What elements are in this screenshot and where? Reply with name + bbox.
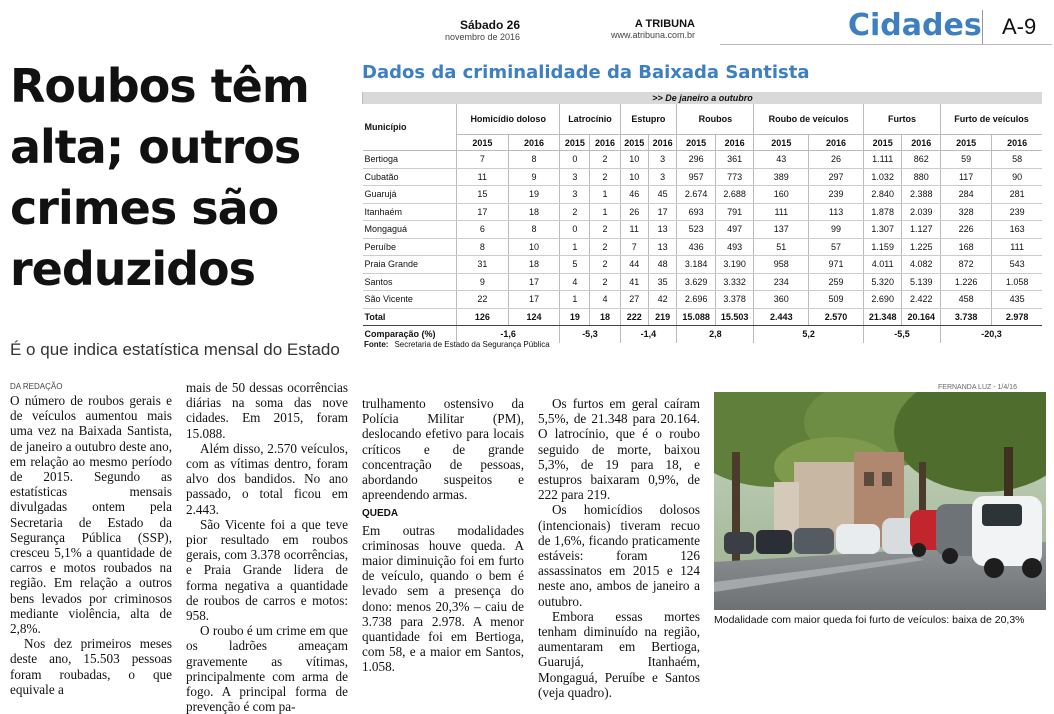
table-cell: 234 <box>754 273 809 291</box>
table-cell: 26 <box>809 151 864 169</box>
row-label: São Vicente <box>363 291 457 309</box>
row-label: Mongaguá <box>363 221 457 239</box>
table-cell: 45 <box>648 186 676 204</box>
page-number: A-9 <box>1002 14 1037 39</box>
table-cell: 27 <box>620 291 648 309</box>
row-label: Comparação (%) <box>364 329 436 340</box>
table-cell: 3.629 <box>677 273 716 291</box>
table-cell: 1 <box>590 203 620 221</box>
column-header-crime: Furtos <box>863 104 940 135</box>
paragraph: Nos dez primeiros meses deste ano, 15.503 pessoas foram roubadas, o que equivale a <box>10 636 172 697</box>
table-cell: 1 <box>590 186 620 204</box>
table-cell: 2 <box>590 256 620 274</box>
paragraph: Os furtos em geral caíram 5,5%, de 21.348 para 20.164. O latrocínio, que é o roubo seguido de morte, baixou 5,3%, de 19 para 18, e estupros baixaram 0,9%, de 222 para 219. <box>538 396 700 503</box>
table-cell: 22 <box>457 291 509 309</box>
table-cell: 99 <box>809 221 864 239</box>
table-cell: 693 <box>677 203 716 221</box>
column-header-year: 2016 <box>992 135 1042 151</box>
table-cell: 3 <box>648 151 676 169</box>
section-title: Cidades <box>848 8 982 43</box>
table-cell: 2,8 <box>677 326 754 343</box>
table-row <box>363 168 1043 186</box>
column-header-year: 2015 <box>620 135 648 151</box>
table-cell: 2 <box>590 168 620 186</box>
paragraph: trulhamento ostensivo da Polícia Militar (PM), deslocando efetivo para locais críticos e de grande concentração de pessoas, abordando suspeitos e apreendendo armas. <box>362 396 524 503</box>
table-cell: 17 <box>457 203 509 221</box>
table-cell: 3.378 <box>715 291 754 309</box>
headline-line: alta; outros <box>10 120 301 174</box>
table-cell: 435 <box>992 291 1042 309</box>
table-cell: 2.570 <box>809 308 864 326</box>
table-cell: 219 <box>648 308 676 326</box>
publication-name: A TRIBUNA <box>634 18 695 30</box>
headline-line: reduzidos <box>10 242 256 296</box>
table-cell: 18 <box>508 256 560 274</box>
table-cell: 9 <box>508 168 560 186</box>
table-cell: 19 <box>560 308 590 326</box>
article-column-1 <box>10 393 172 697</box>
table-cell: 971 <box>809 256 864 274</box>
crime-table <box>362 92 1042 343</box>
table-cell: 239 <box>992 203 1042 221</box>
table-cell: 4.082 <box>902 256 941 274</box>
column-header-year: 2015 <box>941 135 992 151</box>
paragraph: Embora essas mortes tenham diminuído na região, aumentaram em Bertioga, Guarujá, Itanhaém, Mongaguá, Peruíbe e Santos (veja quadro). <box>538 608 700 700</box>
table-cell: 17 <box>648 203 676 221</box>
table-cell: 2.696 <box>677 291 716 309</box>
table-cell: 360 <box>754 291 809 309</box>
table-cell: 1.127 <box>902 221 941 239</box>
table-cell: 10 <box>508 238 560 256</box>
column-header-year: 2016 <box>590 135 620 151</box>
table-cell: 51 <box>754 238 809 256</box>
table-cell: 2 <box>560 203 590 221</box>
street-photo <box>714 392 1046 610</box>
row-label: Bertioga <box>363 151 457 169</box>
table-cell: 41 <box>620 273 648 291</box>
table-cell: -5,5 <box>863 326 940 343</box>
paragraph: Os homicídios dolosos (intencionais) tiveram recuo de 1,6%, ficando praticamente estáveis: foram 126 assassinatos em 2015 e 124 neste ano, ambos de janeiro a outubro. <box>538 502 700 609</box>
table-cell: 862 <box>902 151 941 169</box>
table-cell: -1,4 <box>620 326 677 343</box>
table-cell: -20,3 <box>941 326 1042 343</box>
table-cell: 2 <box>590 273 620 291</box>
table-cell: 493 <box>715 238 754 256</box>
table-cell: 43 <box>754 151 809 169</box>
column-header-year: 2015 <box>677 135 716 151</box>
table-cell: 6 <box>457 221 509 239</box>
table-cell: 126 <box>457 308 509 326</box>
table-row <box>363 273 1043 291</box>
table-cell: 46 <box>620 186 648 204</box>
table-row <box>363 238 1043 256</box>
table-cell: 111 <box>754 203 809 221</box>
table-cell: 2.388 <box>902 186 941 204</box>
table-cell: 5.320 <box>863 273 902 291</box>
table-cell: 509 <box>809 291 864 309</box>
headline-line: crimes são <box>10 181 279 235</box>
photo-credit: FERNANDA LUZ - 1/4/16 <box>938 384 1017 391</box>
column-header-crime: Furto de veículos <box>941 104 1042 135</box>
table-row <box>363 186 1043 204</box>
table-cell: 1.307 <box>863 221 902 239</box>
table-row <box>363 308 1043 326</box>
table-cell: 3 <box>560 168 590 186</box>
column-header-year: 2016 <box>809 135 864 151</box>
table-cell: 4 <box>560 273 590 291</box>
paragraph: O roubo é um crime em que os ladrões ameaçam gravemente as vítimas, principalmente com arma de fogo. A principal forma de prevenção é com pa- <box>186 623 348 714</box>
headline <box>10 56 350 300</box>
row-label: Peruíbe <box>363 238 457 256</box>
table-cell: 328 <box>941 203 992 221</box>
subheadline: É o que indica estatística mensal do Estado <box>10 340 340 359</box>
table-cell: 2 <box>590 151 620 169</box>
table-cell: 2.039 <box>902 203 941 221</box>
table-row <box>363 291 1043 309</box>
table-cell: 5,2 <box>754 326 863 343</box>
table-row <box>363 151 1043 169</box>
table-cell: 58 <box>992 151 1042 169</box>
street-photo-illustration <box>714 392 1046 610</box>
table-cell: 31 <box>457 256 509 274</box>
table-cell: 44 <box>620 256 648 274</box>
table-cell: 222 <box>620 308 648 326</box>
edition-date <box>440 18 520 42</box>
table-cell: 10 <box>620 168 648 186</box>
table-cell: 5.139 <box>902 273 941 291</box>
table-cell: 13 <box>648 238 676 256</box>
table-cell: 296 <box>677 151 716 169</box>
table-cell: 2.690 <box>863 291 902 309</box>
table-cell: 59 <box>941 151 992 169</box>
table-cell: 281 <box>992 186 1042 204</box>
table-cell: 35 <box>648 273 676 291</box>
table-cell: 2.422 <box>902 291 941 309</box>
column-header-year: 2016 <box>648 135 676 151</box>
byline: DA REDAÇÃO <box>10 382 63 391</box>
table-cell: 0 <box>560 221 590 239</box>
row-label: Praia Grande <box>363 256 457 274</box>
column-header-crime: Homicídio doloso <box>457 104 560 135</box>
article-column-2 <box>186 380 348 714</box>
source-text: Secretaria de Estado da Segurança Pública <box>394 340 550 349</box>
table-cell: 2.674 <box>677 186 716 204</box>
table-cell: 113 <box>809 203 864 221</box>
table-cell: 160 <box>754 186 809 204</box>
table-cell: 0 <box>560 151 590 169</box>
table-cell: 957 <box>677 168 716 186</box>
table-cell: 3.190 <box>715 256 754 274</box>
table-cell: 259 <box>809 273 864 291</box>
table-cell: 1 <box>560 291 590 309</box>
table-cell: 1.032 <box>863 168 902 186</box>
edition-month: novembro de 2016 <box>444 32 520 42</box>
table-cell: 872 <box>941 256 992 274</box>
row-label: Total <box>363 308 457 326</box>
table-cell: 18 <box>590 308 620 326</box>
table-cell: 15 <box>457 186 509 204</box>
table-cell: 3 <box>648 168 676 186</box>
header-rule <box>720 44 1052 45</box>
table-cell: 458 <box>941 291 992 309</box>
table-cell: 2.688 <box>715 186 754 204</box>
row-label: Guarujá <box>363 186 457 204</box>
table-cell: 7 <box>457 151 509 169</box>
row-label: Santos <box>363 273 457 291</box>
table-cell: 297 <box>809 168 864 186</box>
table-cell: 2 <box>590 221 620 239</box>
table-cell: 137 <box>754 221 809 239</box>
source-label: Fonte: <box>364 340 389 349</box>
table-cell: 1.878 <box>863 203 902 221</box>
table-cell: 11 <box>620 221 648 239</box>
column-header-year: 2016 <box>508 135 560 151</box>
column-header-crime: Roubos <box>677 104 754 135</box>
table-cell: 389 <box>754 168 809 186</box>
column-header-year: 2016 <box>902 135 941 151</box>
column-header-crime: Estupro <box>620 104 677 135</box>
table-cell: 1.159 <box>863 238 902 256</box>
table-row <box>363 256 1043 274</box>
column-header-year: 2015 <box>754 135 809 151</box>
table-cell: 226 <box>941 221 992 239</box>
table-cell: 958 <box>754 256 809 274</box>
table-cell: 10 <box>620 151 648 169</box>
column-header-year: 2015 <box>863 135 902 151</box>
table-cell: 523 <box>677 221 716 239</box>
table-cell: 543 <box>992 256 1042 274</box>
table-cell: 791 <box>715 203 754 221</box>
table-cell: 57 <box>809 238 864 256</box>
table-source <box>364 340 550 349</box>
table-cell: 11 <box>457 168 509 186</box>
table-title: Dados da criminalidade da Baixada Santista <box>362 62 810 83</box>
table-cell: -1,6 <box>457 326 560 343</box>
table-cell: 2.978 <box>992 308 1042 326</box>
row-label: Itanhaém <box>363 203 457 221</box>
paragraph: Além disso, 2.570 veículos, com as vítimas dentro, foram alvo dos bandidos. No ano passado, o total ficou em 2.443. <box>186 440 348 517</box>
table-cell: 42 <box>648 291 676 309</box>
table-cell: 48 <box>648 256 676 274</box>
table-cell: 163 <box>992 221 1042 239</box>
header-divider <box>982 10 983 44</box>
table-cell: 4 <box>590 291 620 309</box>
table-cell: 1.226 <box>941 273 992 291</box>
table-cell: 13 <box>648 221 676 239</box>
publication-website: www.atribuna.com.br <box>610 30 695 40</box>
article-column-4 <box>538 396 700 700</box>
table-cell: 168 <box>941 238 992 256</box>
table-cell: 1.058 <box>992 273 1042 291</box>
table-cell: 497 <box>715 221 754 239</box>
column-header-year: 2015 <box>560 135 590 151</box>
intertitle: QUEDA <box>362 508 399 520</box>
table-cell: 21.348 <box>863 308 902 326</box>
table-cell: 773 <box>715 168 754 186</box>
column-header-municipio: Município <box>363 104 457 151</box>
table-cell: 2.443 <box>754 308 809 326</box>
table-cell: 284 <box>941 186 992 204</box>
table-cell: 1.111 <box>863 151 902 169</box>
table-cell: 124 <box>508 308 560 326</box>
table-cell: 111 <box>992 238 1042 256</box>
column-header-crime: Latrocínio <box>560 104 620 135</box>
photo-caption: Modalidade com maior queda foi furto de veículos: baixa de 20,3% <box>714 614 1025 626</box>
table-cell: 3.738 <box>941 308 992 326</box>
table-cell: 239 <box>809 186 864 204</box>
article-column-3 <box>362 396 524 675</box>
table-cell: 4.011 <box>863 256 902 274</box>
table-cell: 17 <box>508 273 560 291</box>
table-cell: 436 <box>677 238 716 256</box>
table-cell: 7 <box>620 238 648 256</box>
paragraph: São Vicente foi a que teve pior resultado em roubos gerais, com 3.378 ocorrências, e Praia Grande lidera de forma negativa a quantidade de roubos de carros e motos: 958. <box>186 516 348 624</box>
column-header-crime: Roubo de veículos <box>754 104 863 135</box>
table-cell: 8 <box>457 238 509 256</box>
paragraph: mais de 50 dessas ocorrências diárias na soma das nove cidades. Em 2015, foram 15.088. <box>186 380 348 441</box>
table-period: >> De janeiro a outubro <box>363 92 1043 104</box>
table-cell: 3.184 <box>677 256 716 274</box>
column-header-year: 2015 <box>457 135 509 151</box>
table-cell: 880 <box>902 168 941 186</box>
table-cell: 19 <box>508 186 560 204</box>
table-cell: 3.332 <box>715 273 754 291</box>
table-row <box>363 221 1043 239</box>
table-cell: 9 <box>457 273 509 291</box>
table-row <box>363 203 1043 221</box>
table-cell: 8 <box>508 221 560 239</box>
table-cell: 15.503 <box>715 308 754 326</box>
table-cell: 90 <box>992 168 1042 186</box>
row-label: Cubatão <box>363 168 457 186</box>
paragraph: Em outras modalidades criminosas houve queda. A maior diminuição foi em furto de veículo, quando o bem é levado sem a presença do dono: menos 20,3% – caiu de 3.738 para 2.978. A menor quantidade foi em Bertioga, com 58, e a maior em Santos, 1.058. <box>362 522 524 675</box>
edition-day: Sábado 26 <box>459 18 520 32</box>
headline-line: Roubos têm <box>10 59 309 113</box>
table-cell: 5 <box>560 256 590 274</box>
table-cell: 361 <box>715 151 754 169</box>
table-cell: 2.840 <box>863 186 902 204</box>
table-cell: -5,3 <box>560 326 620 343</box>
table-cell: 1 <box>560 238 590 256</box>
publication-info <box>600 18 695 40</box>
table-cell: 1.225 <box>902 238 941 256</box>
table-cell: 117 <box>941 168 992 186</box>
table-cell: 8 <box>508 151 560 169</box>
column-header-year: 2016 <box>715 135 754 151</box>
table-cell: 17 <box>508 291 560 309</box>
table-cell: 26 <box>620 203 648 221</box>
table-cell: 18 <box>508 203 560 221</box>
table-cell: 3 <box>560 186 590 204</box>
table-cell: 15.088 <box>677 308 716 326</box>
table-cell: 2 <box>590 238 620 256</box>
paragraph: O número de roubos gerais e de veículos aumentou mais uma vez na Baixada Santista, de janeiro a outubro deste ano, em relação ao mesmo período de 2015. Segundo as estatísticas mensais divulgadas ontem pela Secretaria de Estado da Segurança Pública (SSP), cresceu 5,1% a quantidade de carros e motos roubados na região. Em relação a outros bens levados por criminosos mediante violência, alta de 2,8%. <box>10 393 172 637</box>
table-cell: 20.164 <box>902 308 941 326</box>
